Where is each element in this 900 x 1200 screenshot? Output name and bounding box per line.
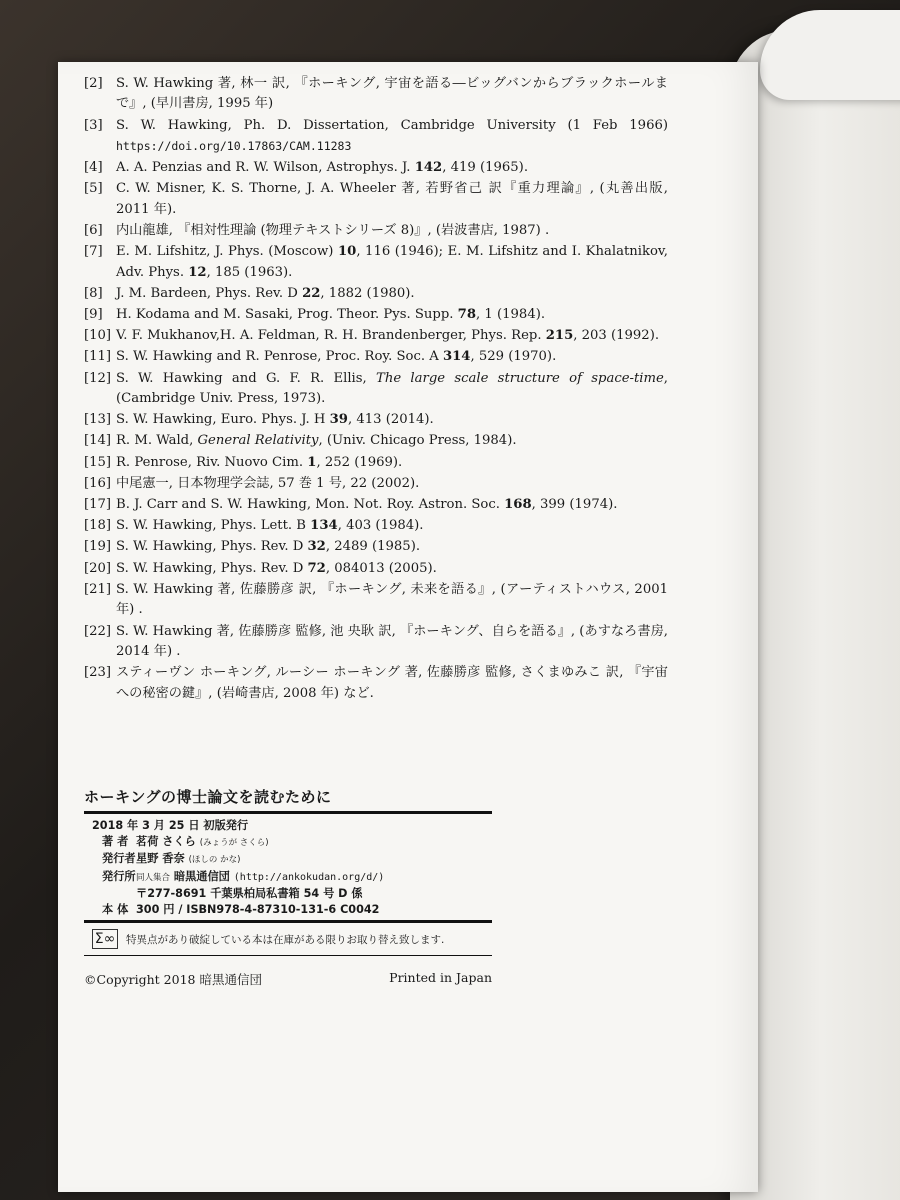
reference-number: [9]	[84, 307, 103, 323]
author-label: 著 者	[102, 834, 129, 848]
reference-number: [23]	[84, 665, 112, 681]
notice-rule	[84, 955, 492, 956]
publisher-url: (http://ankokudan.org/d/)	[233, 871, 385, 883]
copyright-text: ©Copyright 2018 暗黒通信団	[84, 972, 262, 987]
reference-text: S. W. Hawking 著, 林一 訳, 『ホーキング, 宇宙を語る―ビッグバンからブラックホールまで』, (早川書房, 1995 年)	[116, 76, 668, 112]
author-kana: (みょうが さくら)	[199, 837, 269, 848]
reference-number: [4]	[84, 160, 103, 176]
reference-number: [7]	[84, 244, 103, 260]
reference-text: S. W. Hawking, Phys. Lett. B 134, 403 (1984).	[116, 518, 424, 534]
reference-number: [5]	[84, 181, 103, 197]
reference-text: S. W. Hawking 著, 佐藤勝彦 訳, 『ホーキング, 未来を語る』, (アーティストハウス, 2001 年) .	[116, 581, 668, 618]
publisher-address: 〒277-8691 千葉県柏局私書箱 54 号 D 係	[136, 887, 363, 900]
colophon-publisher-person-row	[84, 851, 492, 869]
reference-item	[84, 453, 668, 473]
publisher-label: 発行所	[102, 869, 136, 883]
colophon-price-row	[84, 902, 492, 918]
notice-text: 特異点があり破綻している本は在庫がある限りお取り替え致します.	[126, 933, 445, 946]
reference-item	[84, 580, 668, 621]
reference-text: H. Kodama and M. Sasaki, Prog. Theor. Pys. Supp. 78, 1 (1984).	[116, 307, 546, 323]
publisher-logo-icon: Σ∞	[92, 929, 118, 949]
reference-text: 内山龍雄, 『相対性理論 (物理テキストシリーズ 8)』, (岩波書店, 1987) .	[116, 223, 550, 239]
reference-text: S. W. Hawking, Phys. Rev. D 72, 084013 (2005).	[116, 560, 437, 576]
reference-item	[84, 179, 668, 220]
colophon	[84, 786, 492, 988]
reference-text: S. W. Hawking, Ph. D. Dissertation, Cambridge University (1 Feb 1966) https://doi.org/10.17863/CAM.11283	[116, 117, 668, 154]
price-label: 本 体	[102, 902, 129, 916]
reference-number: [14]	[84, 433, 112, 449]
reference-number: [12]	[84, 370, 112, 386]
reference-text: R. M. Wald, General Relativity, (Univ. Chicago Press, 1984).	[116, 433, 517, 449]
reference-item	[84, 74, 668, 115]
reference-item	[84, 369, 668, 410]
colophon-footer	[84, 970, 492, 988]
colophon-date-row	[84, 818, 492, 834]
reference-text: C. W. Misner, K. S. Thorne, J. A. Wheeler 著, 若野省己 訳『重力理論』, (丸善出版, 2011 年).	[116, 181, 668, 217]
publisher-person-name: 星野 香奈	[136, 852, 185, 865]
reference-text: J. M. Bardeen, Phys. Rev. D 22, 1882 (1980).	[116, 285, 415, 301]
reference-text: S. W. Hawking and R. Penrose, Proc. Roy. Soc. A 314, 529 (1970).	[116, 349, 557, 365]
reference-item	[84, 474, 668, 494]
reference-item	[84, 495, 668, 515]
price-isbn: 300 円 / ISBN978-4-87310-131-6 C0042	[136, 902, 380, 916]
address-spacer	[84, 886, 136, 902]
colophon-address-row	[84, 886, 492, 902]
reference-item	[84, 431, 668, 451]
reference-text: 中尾憲一, 日本物理学会誌, 57 巻 1 号, 22 (2002).	[116, 475, 420, 491]
reference-text: V. F. Mukhanov,H. A. Feldman, R. H. Brandenberger, Phys. Rep. 215, 203 (1992).	[116, 328, 660, 344]
colophon-author-row	[84, 834, 492, 852]
reference-text: S. W. Hawking and G. F. R. Ellis, The large scale structure of space-time, (Cambridge Univ. Press, 1973).	[116, 370, 668, 407]
reference-text: E. M. Lifshitz, J. Phys. (Moscow) 10, 116 (1946); E. M. Lifshitz and I. Khalatnikov, Adv. Phys. 12, 185 (1963).	[116, 244, 668, 280]
reference-item	[84, 663, 668, 704]
reference-text: S. W. Hawking, Euro. Phys. J. H 39, 413 (2014).	[116, 412, 434, 428]
reference-item	[84, 116, 668, 158]
colophon-body	[84, 814, 492, 920]
reference-number: [17]	[84, 497, 112, 513]
reference-number: [19]	[84, 539, 112, 555]
reference-number: [11]	[84, 349, 112, 365]
colophon-bottom-rule	[84, 920, 492, 923]
reference-item	[84, 516, 668, 536]
reference-number: [16]	[84, 475, 112, 491]
author-name: 茗荷 さくら	[136, 834, 196, 848]
reference-number: [8]	[84, 285, 103, 301]
publisher-person-value	[136, 851, 492, 869]
reference-item	[84, 284, 668, 304]
reference-number: [22]	[84, 623, 112, 639]
reference-number: [13]	[84, 412, 112, 428]
reference-item	[84, 158, 668, 178]
reference-item	[84, 559, 668, 579]
page-curl	[760, 10, 900, 100]
reference-number: [2]	[84, 76, 103, 91]
reference-number: [18]	[84, 518, 112, 534]
reference-number: [15]	[84, 454, 112, 470]
reference-number: [10]	[84, 328, 112, 344]
reference-number: [20]	[84, 560, 112, 576]
reference-text: R. Penrose, Riv. Nuovo Cim. 1, 252 (1969).	[116, 454, 403, 470]
publisher-person-kana: (ほしの かな)	[188, 855, 241, 865]
author-value	[136, 834, 492, 852]
reference-item	[84, 410, 668, 430]
reference-item	[84, 305, 668, 325]
colophon-publisher-row	[84, 869, 492, 887]
reference-item	[84, 326, 668, 346]
reference-number: [6]	[84, 223, 103, 239]
reference-text: スティーヴン ホーキング, ルーシー ホーキング 著, 佐藤勝彦 監修, さくまゆみこ 訳, 『宇宙への秘密の鍵』, (岩崎書店, 2008 年) など.	[116, 665, 668, 701]
publisher-person-label: 発行者	[102, 852, 136, 865]
reference-item	[84, 347, 668, 367]
reference-item	[84, 242, 668, 283]
reference-item	[84, 221, 668, 241]
publisher-name: 暗黒通信団	[173, 869, 230, 883]
reference-number: [3]	[84, 117, 103, 133]
publisher-prefix: 同人集合	[136, 872, 171, 883]
reference-text: S. W. Hawking, Phys. Rev. D 32, 2489 (1985).	[116, 539, 421, 555]
colophon-title: ホーキングの博士論文を読むために	[84, 788, 332, 806]
replacement-notice	[84, 929, 492, 949]
reference-item	[84, 622, 668, 663]
reference-text: S. W. Hawking 著, 佐藤勝彦 監修, 池 央耿 訳, 『ホーキング、自らを語る』, (あすなろ書房, 2014 年) .	[116, 623, 668, 659]
reference-list	[84, 74, 668, 705]
reference-text: B. J. Carr and S. W. Hawking, Mon. Not. Roy. Astron. Soc. 168, 399 (1974).	[116, 497, 618, 513]
publisher-value	[136, 869, 492, 887]
printed-in-text: Printed in Japan	[389, 970, 492, 985]
reference-item	[84, 537, 668, 557]
reference-number: [21]	[84, 581, 112, 597]
publish-date: 2018 年 3 月 25 日 初版発行	[92, 819, 249, 832]
reference-text: A. A. Penzias and R. W. Wilson, Astrophys. J. 142, 419 (1965).	[116, 160, 529, 176]
